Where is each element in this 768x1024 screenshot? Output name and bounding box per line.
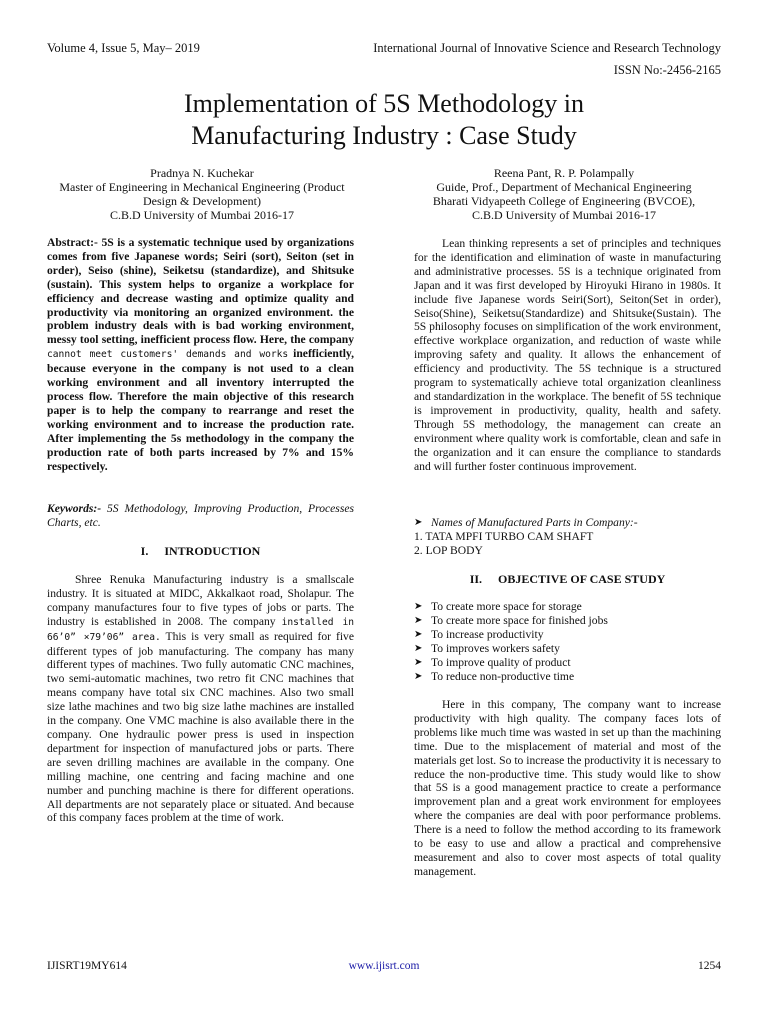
arrow-bullet-icon: ➤: [414, 614, 423, 626]
section-heading-objective: [414, 572, 721, 587]
intro-text-mono: installed in 66’0” ×79’06” area.: [47, 616, 354, 643]
section-title: INTRODUCTION: [164, 544, 261, 558]
keywords-text: 5S Methodology, Improving Production, Processes Charts, etc.: [47, 502, 354, 529]
list-item-text: To reduce non-productive time: [431, 669, 575, 683]
journal-name: International Journal of Innovative Science and Research Technology: [373, 41, 721, 55]
list-item-text: To increase productivity: [431, 627, 544, 641]
list-item: [414, 614, 721, 628]
arrow-bullet-icon: ➤: [414, 656, 423, 668]
introduction-paragraph: [47, 573, 354, 825]
intro-text: Shree Renuka Manufacturing industry is a smallscale industry. It is situated at MIDC, Akkalkaot road, Sholapur. The company manufactures four to five types of jobs or parts. The industry is established in 2008. The company: [47, 573, 354, 628]
abstract-text-mono: cannot meet customers' demands and works: [47, 349, 289, 361]
section-number: I.: [140, 544, 149, 558]
list-item-text: To create more space for storage: [431, 600, 582, 613]
abstract-text: 5S is a systematic technique used by organizations comes from five Japanese words; Seiri (sort), Seiton (set in order), Seiso (shine), Seiketsu (standardize), and Shitsuke (sustain). This system helps to organize a workplace for efficiency and decrease wasting and optimize quality and productivity via monitoring an organized environment. the problem industry deals with is bad working environment, messy tool setting, inefficient process flow. Here, the company: [47, 236, 354, 347]
keywords: [47, 502, 354, 530]
list-item: [414, 600, 721, 614]
author-affiliation: C.B.D University of Mumbai 2016-17: [472, 208, 656, 222]
keywords-label: Keywords:-: [47, 502, 102, 515]
arrow-bullet-icon: ➤: [414, 642, 423, 654]
section-heading-introduction: [47, 544, 354, 559]
page-number: 1254: [698, 960, 721, 972]
title-line-2: Manufacturing Industry : Case Study: [191, 121, 577, 150]
objective-paragraph: Here in this company, The company want to increase productivity with high quality. The company faces lots of problems like much time was wasted in set up than the machining time. Due to the misplacement of material and most of the materials get lost. So to increase the productivity it is necessary to reduce the non-productive time. This study would like to show that 5S is a good management practice to create a performance improvement plan and a great work environment for employees where the companies are deal with poor performance problems. There is a need to follow the method according to its framework to be easy to use and allow a practical and comprehensive measurement and also to cover most aspects of total quality management.: [414, 698, 721, 878]
author-block-left: [32, 166, 372, 222]
abstract-text: inefficiently, because everyone in the company is not used to a clean working environment and all inventory interrupted the process flow. Therefore the main objective of this research paper is to help the company to rearrange and reset the working environment and to increase the production rate. After implementing the 5s methodology in the company the production rate of both parts increased by 7% and 15% respectively.: [47, 347, 354, 473]
list-item-text: To create more space for finished jobs: [431, 613, 608, 627]
paper-id: IJISRT19MY614: [47, 960, 127, 972]
author-affiliation: Bharati Vidyapeeth College of Engineering (BVCOE),: [432, 194, 696, 208]
abstract: [47, 236, 354, 473]
author-name: Reena Pant, R. P. Polampally: [493, 166, 635, 180]
list-item: 2. LOP BODY: [414, 543, 483, 557]
volume-info: Volume 4, Issue 5, May– 2019: [47, 41, 200, 55]
manufactured-parts: [414, 516, 721, 558]
list-item: 1. TATA MPFI TURBO CAM SHAFT: [414, 529, 594, 543]
author-affiliation: Master of Engineering in Mechanical Engineering (Product: [59, 180, 345, 194]
arrow-bullet-icon: ➤: [414, 517, 423, 528]
list-item: [414, 628, 721, 642]
list-item-text: To improve quality of product: [431, 655, 571, 669]
author-affiliation: Design & Development): [143, 194, 261, 208]
section-number: II.: [469, 572, 483, 586]
list-item: [414, 670, 721, 684]
list-item: [414, 656, 721, 670]
objective-list: [414, 600, 721, 683]
lean-thinking-paragraph: Lean thinking represents a set of principles and techniques for the identification and elimination of waste in manufacturing and administrative processes. 5S is a technique originated from Japan and it was first developed by Hiroyuki Hirano in 1980s. It include five Japanese words Seiri(Sort), Seiton(Set in order), Seiso(Shine), Seiketsu(Standardize) and Shitsuke(Sustain). The 5S philosophy focuses on simplification of the work environment, effective workplace organization, and reduction of waste while improving safety and quality. It allows the enhancement of efficiency and productivity. The 5S technique is a structured program to systematically achieve total organization cleanliness and standardization in the workplace. The benefit of 5S technique is improvement in productivity, quality, health and safety. Through 5S methodology, the management can create an environment where quality work is comfortable, clean and safe in the organization and it can ensure the compliance to standards and will further foster continuous improvement.: [414, 237, 721, 473]
list-item-text: To improves workers safety: [431, 641, 560, 655]
section-title: OBJECTIVE OF CASE STUDY: [498, 572, 666, 586]
issn-number: ISSN No:-2456-2165: [613, 63, 721, 77]
list-item: [414, 642, 721, 656]
author-name: Pradnya N. Kuchekar: [150, 166, 254, 180]
arrow-bullet-icon: ➤: [414, 601, 423, 612]
intro-text: This is very small as required for five different types of job manufacturing. The company has many different types of machines. Two fully automatic CNC machines, two semi-automatic machines, two retro fit CNC machines that means company have total six CNC machines. Also two small size lathe machines and two big size lathe machines are installed in the company. One VMC machine is also available there in the company. One hydraulic power press is used in inspection department for inspection of manufactured jobs or parts. There are seven drilling machines are available in the company. One milling machine, one centring and facing machine and one number and punching machine is there for different operations. All departments are not separately place or situated. And because of this company faces problem at the time of work.: [47, 629, 354, 825]
author-affiliation: C.B.D University of Mumbai 2016-17: [110, 208, 294, 222]
journal-website-link[interactable]: www.ijisrt.com: [348, 960, 420, 972]
author-affiliation: Guide, Prof., Department of Mechanical Engineering: [436, 180, 692, 194]
arrow-bullet-icon: ➤: [414, 628, 423, 640]
abstract-label: Abstract:-: [47, 236, 98, 249]
parts-heading-text: Names of Manufactured Parts in Company:-: [431, 516, 638, 529]
author-block-right: [394, 166, 734, 222]
paper-title: [0, 88, 768, 152]
parts-heading: [414, 516, 721, 530]
arrow-bullet-icon: ➤: [414, 670, 423, 682]
title-line-1: Implementation of 5S Methodology in: [183, 89, 585, 118]
